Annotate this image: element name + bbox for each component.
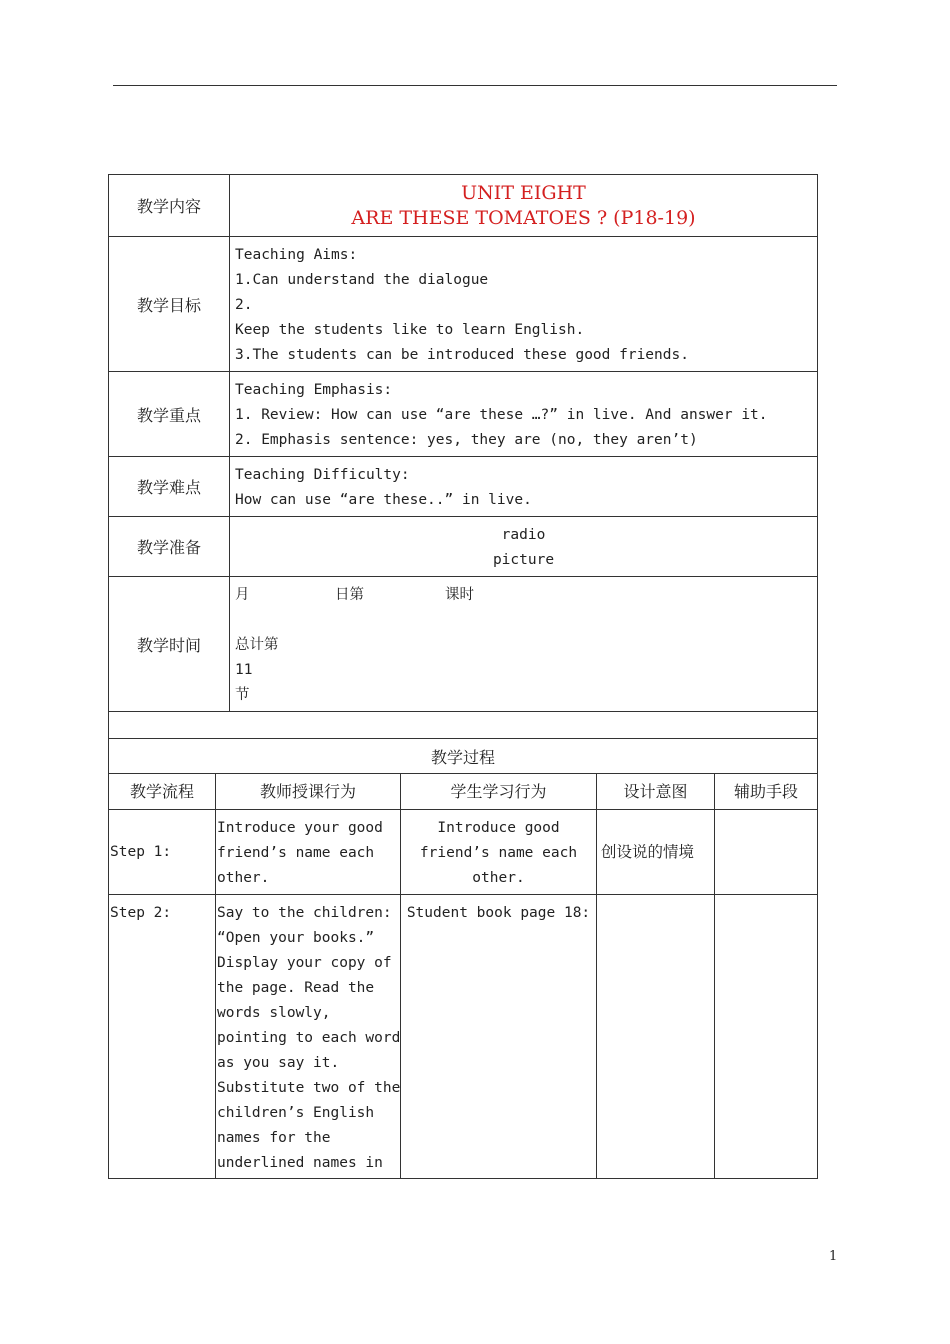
aims-line: 2. <box>235 297 253 313</box>
step-intent: 创设说的情境 <box>597 810 715 894</box>
step-teacher <box>216 810 401 894</box>
aims-line: Teaching Aims: <box>235 247 358 263</box>
emphasis-line: Teaching Emphasis: <box>235 382 393 398</box>
student-line: friend’s name each <box>419 845 578 861</box>
emphasis-line: 1. Review: How can use “are these …?” in live. And answer it. <box>235 407 768 423</box>
step-row-2 <box>109 894 817 1178</box>
teacher-line: friend’s name each <box>217 845 375 861</box>
row-time <box>109 576 817 711</box>
emphasis-line: 2. Emphasis sentence: yes, they are (no, they aren’t) <box>235 432 698 448</box>
header-rule <box>113 85 837 86</box>
time-text <box>230 577 817 711</box>
title-line-1: UNIT EIGHT <box>461 182 586 204</box>
label-difficulty: 教学难点 <box>109 457 230 516</box>
row-empty <box>109 711 817 738</box>
teacher-line: the page. Read the <box>217 980 375 996</box>
title-line-2: ARE THESE TOMATOES ? (P18-19) <box>351 207 696 229</box>
header-student: 学生学习行为 <box>401 774 597 809</box>
process-title: 教学过程 <box>430 747 495 767</box>
emphasis-text <box>230 372 817 456</box>
difficulty-line: Teaching Difficulty: <box>235 467 410 483</box>
header-flow: 教学流程 <box>109 774 216 809</box>
row-difficulty <box>109 456 817 516</box>
header-intent: 设计意图 <box>597 774 715 809</box>
label-content: 教学内容 <box>109 175 230 236</box>
step-student <box>401 895 597 1178</box>
aims-line: 3.The students can be introduced these good friends. <box>235 347 689 363</box>
teacher-line: underlined names in <box>217 1155 383 1171</box>
step-intent <box>597 895 715 1178</box>
row-prep <box>109 516 817 576</box>
page-number: 1 <box>829 1249 838 1264</box>
step-student <box>401 810 597 894</box>
teacher-line: children’s English <box>217 1105 375 1121</box>
prep-text <box>230 517 817 576</box>
label-prep: 教学准备 <box>109 517 230 576</box>
time-month: 月 <box>235 587 250 603</box>
process-header-row <box>109 773 817 809</box>
aims-line: Keep the students like to learn English. <box>235 322 585 338</box>
lesson-plan-table <box>108 174 818 1179</box>
step-label: Step 1: <box>109 810 216 894</box>
label-time: 教学时间 <box>109 577 230 711</box>
step-teacher <box>216 895 401 1178</box>
header-teacher: 教师授课行为 <box>216 774 401 809</box>
time-total: 总计第 <box>235 637 279 653</box>
row-aims <box>109 236 817 371</box>
time-day: 日第 <box>335 587 364 603</box>
step-aids <box>715 810 817 894</box>
teacher-line: names for the <box>217 1130 331 1146</box>
row-content <box>109 175 817 236</box>
student-line: Student book page 18: <box>406 905 591 921</box>
time-count: 11 <box>235 662 253 678</box>
teacher-line: other. <box>217 870 270 886</box>
prep-line: radio <box>501 527 546 543</box>
header-aids: 辅助手段 <box>733 782 798 801</box>
teacher-line: Substitute two of the <box>217 1080 401 1096</box>
time-unit: 节 <box>235 687 250 703</box>
difficulty-line: How can use “are these..” in live. <box>235 492 532 508</box>
label-emphasis: 教学重点 <box>109 372 230 456</box>
teacher-line: Display your copy of <box>217 955 392 971</box>
lesson-title <box>230 175 817 236</box>
aims-line: 1.Can understand the dialogue <box>235 272 489 288</box>
teacher-line: pointing to each word <box>217 1030 401 1046</box>
step-aids <box>715 895 817 1178</box>
teacher-line: Introduce your good <box>217 820 383 836</box>
teacher-line: words slowly, <box>217 1005 331 1021</box>
prep-line: picture <box>492 552 555 568</box>
teacher-line: Say to the children: <box>217 905 392 921</box>
aims-text <box>230 237 817 371</box>
row-emphasis <box>109 371 817 456</box>
difficulty-text <box>230 457 817 516</box>
label-aims: 教学目标 <box>109 237 230 371</box>
step-label: Step 2: <box>109 895 216 1178</box>
teacher-line: as you say it. <box>217 1055 340 1071</box>
student-line: other. <box>472 870 525 886</box>
student-line: Introduce good <box>437 820 560 836</box>
teacher-line: “Open your books.” <box>217 930 375 946</box>
time-period: 课时 <box>445 587 474 603</box>
row-process-title <box>109 738 817 773</box>
step-row-1 <box>109 809 817 894</box>
